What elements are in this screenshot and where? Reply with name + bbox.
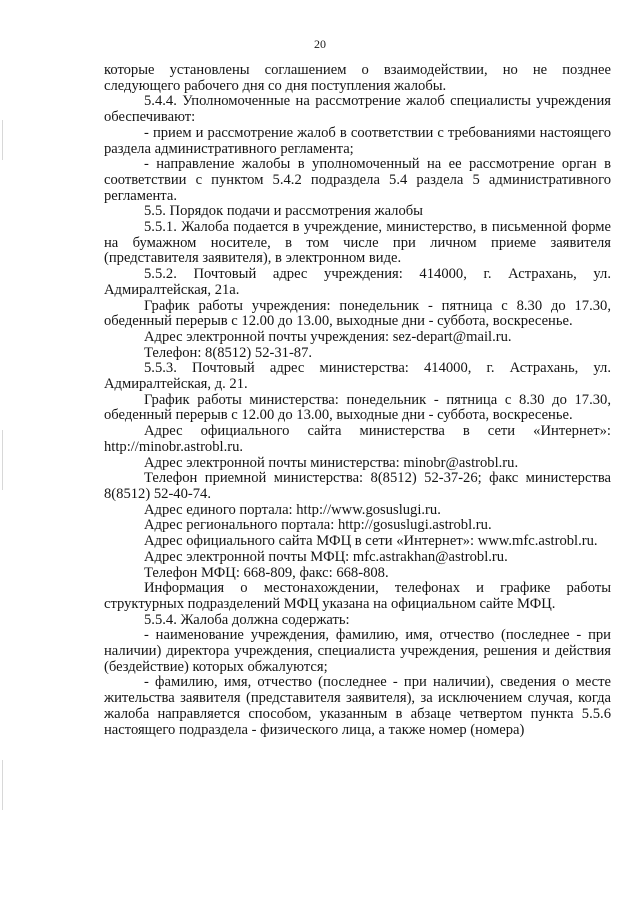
page-number: 20 [314, 37, 326, 51]
document-paragraph: Телефон МФЦ: 668-809, факс: 668-808. [144, 564, 389, 581]
document-body [104, 63, 611, 738]
document-paragraph: Информация о местонахождении, телефонах и графике работы структурных подразделений МФЦ указана на официальном сайте МФЦ. [104, 580, 611, 612]
document-paragraph: Телефон приемной министерства: 8(8512) 52-37-26; факс министерства 8(8512) 52-40-74. [104, 470, 611, 502]
document-paragraph: График работы министерства: понедельник - пятница с 8.30 до 17.30, обеденный перерыв с 12.00 до 13.00, выходные дни - суббота, воскресенье. [104, 391, 611, 424]
document-paragraph: Адрес единого портала: http://www.gosuslugi.ru. [144, 501, 441, 518]
document-paragraph: 5.5.4. Жалоба должна содержать: [144, 611, 350, 628]
document-paragraph: - наименование учреждения, фамилию, имя, отчество (последнее - при наличии) директора учреждения, специалиста учреждения, решения и действия (бездействие) которых обжалуются; [104, 627, 611, 675]
document-paragraph: 5.4.4. Уполномоченные на рассмотрение жалоб специалисты учреждения обеспечивают: [104, 93, 611, 126]
document-paragraph: Адрес электронной почты МФЦ: mfc.astrakhan@astrobl.ru. [144, 548, 508, 565]
document-paragraph: 5.5.3. Почтовый адрес министерства: 414000, г. Астрахань, ул. Адмиралтейская, д. 21. [104, 360, 611, 393]
document-paragraph: - прием и рассмотрение жалоб в соответствии с требованиями настоящего раздела административного регламента; [104, 124, 611, 157]
document-paragraph: Адрес электронной почты министерства: minobr@astrobl.ru. [144, 454, 519, 471]
document-paragraph: 5.5.2. Почтовый адрес учреждения: 414000, г. Астрахань, ул. Адмиралтейская, 21а. [104, 266, 611, 298]
scan-margin-mark [2, 760, 3, 810]
document-paragraph: - фамилию, имя, отчество (последнее - при наличии), сведения о месте жительства заявителя (представителя заявителя), за исключением случая, когда жалоба направляется способом, указанным в абзаце четвертом пункта 5.5.6 настоящего подраздела - физического лица, а также номер (номера) [104, 674, 611, 738]
document-paragraph: Адрес официального сайта министерства в сети «Интернет»: http://minobr.astrobl.ru. [104, 423, 611, 455]
document-paragraph: Адрес официального сайта МФЦ в сети «Интернет»: www.mfc.astrobl.ru. [144, 533, 598, 550]
document-paragraph: Телефон: 8(8512) 52-31-87. [144, 344, 313, 361]
document-paragraph: Адрес регионального портала: http://gosuslugi.astrobl.ru. [144, 517, 492, 534]
document-paragraph: Адрес электронной почты учреждения: sez-depart@mail.ru. [144, 328, 512, 345]
scan-margin-mark [2, 120, 3, 160]
document-paragraph: - направление жалобы в уполномоченный на ее рассмотрение орган в соответствии с пунктом 5.4.2 подраздела 5.4 раздела 5 административного регламента. [104, 156, 611, 204]
document-paragraph: 5.5. Порядок подачи и рассмотрения жалобы [144, 203, 423, 220]
document-paragraph: График работы учреждения: понедельник - пятница с 8.30 до 17.30, обеденный перерыв с 12.00 до 13.00, выходные дни - суббота, воскресенье. [104, 297, 611, 330]
scan-margin-mark [2, 430, 3, 490]
document-paragraph: которые установлены соглашением о взаимодействии, но не позднее следующего рабочего дня со дня поступления жалобы. [104, 62, 611, 94]
document-paragraph: 5.5.1. Жалоба подается в учреждение, министерство, в письменной форме на бумажном носителе, в том числе при личном приеме заявителя (представителя заявителя), в электронном виде. [104, 219, 611, 267]
